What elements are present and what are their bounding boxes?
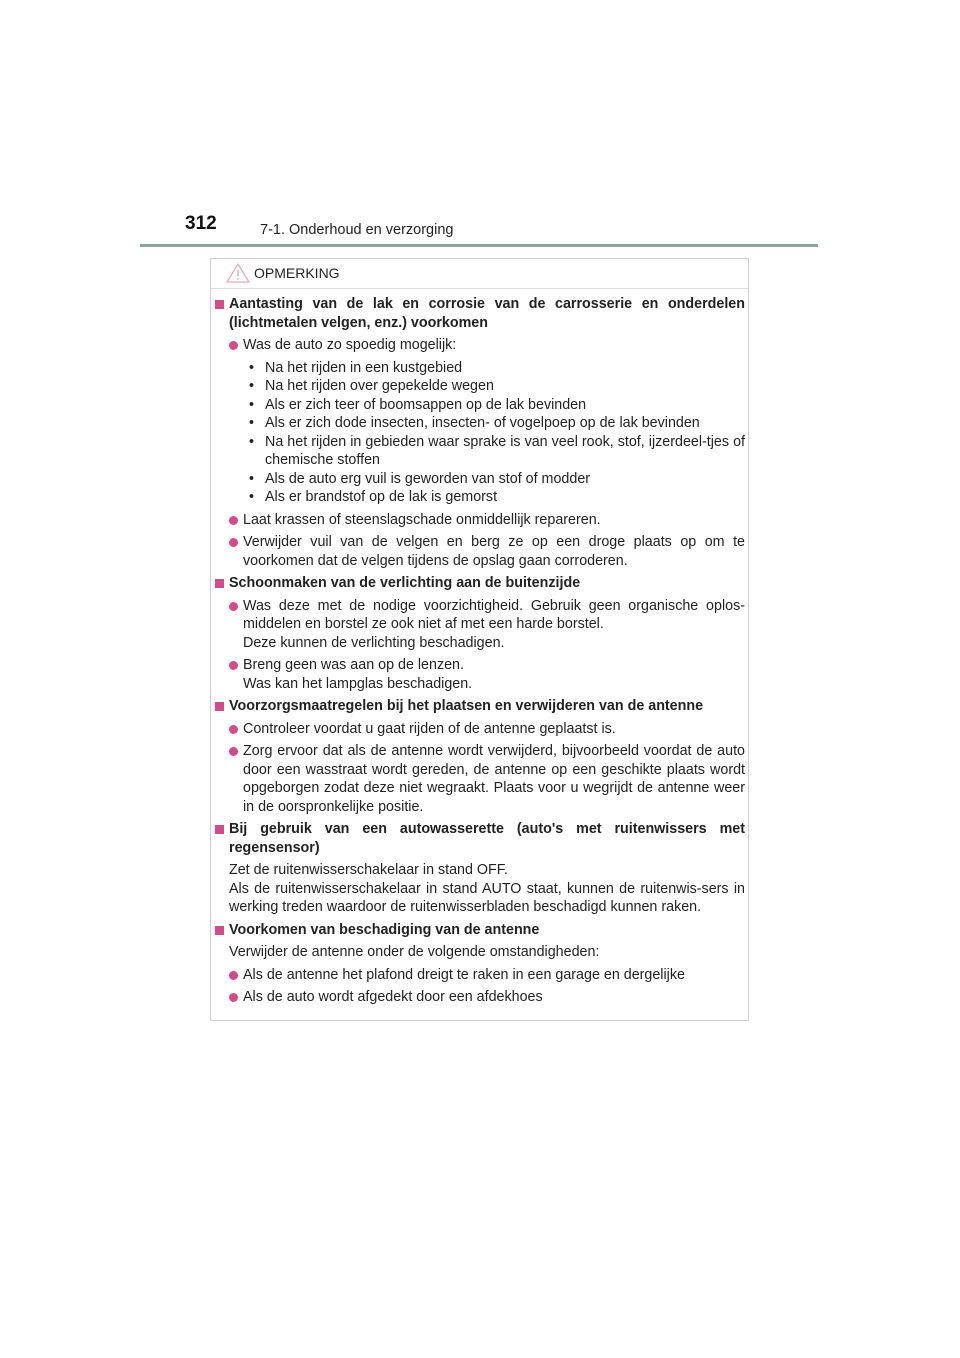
round-bullet-icon bbox=[229, 747, 238, 756]
round-bullet-icon bbox=[229, 538, 238, 547]
bullet-item: Als de auto wordt afgedekt door een afdekhoes bbox=[215, 988, 745, 1007]
header-rule bbox=[140, 244, 818, 247]
notice-header bbox=[211, 259, 748, 289]
section-heading: Bij gebruik van een autowasserette (auto's met ruitenwissers met regensensor) bbox=[215, 820, 745, 857]
round-bullet-icon bbox=[229, 516, 238, 525]
paragraph: Zet de ruitenwisserschakelaar in stand OFF. bbox=[229, 862, 508, 878]
round-bullet-icon bbox=[229, 341, 238, 350]
bullet-item: Als de antenne het plafond dreigt te raken in een garage en dergelijke bbox=[215, 966, 745, 985]
sub-item: • Na het rijden in gebieden waar sprake is van veel rook, stof, ijzerdeel-tjes of chemische stoffen bbox=[249, 433, 745, 468]
sub-item: • Als er zich teer of boomsappen op de lak bevinden bbox=[249, 396, 587, 413]
sub-item: • Als er brandstof op de lak is gemorst bbox=[249, 489, 498, 505]
section-heading: Voorkomen van beschadiging van de antenne bbox=[215, 921, 745, 940]
bullet-item: Zorg ervoor dat als de antenne wordt verwijderd, bijvoorbeeld voordat de auto door een wasstraat wordt gereden, de antenne op een geschikte plaats wordt opgeborgen zodat deze niet wegraakt. Plaats voor u wegrijdt de antenne weer in de oorspronkelijke positie. bbox=[215, 742, 745, 816]
square-bullet-icon bbox=[215, 702, 224, 711]
sub-item: • Na het rijden in een kustgebied bbox=[249, 359, 463, 376]
section-heading: Schoonmaken van de verlichting aan de buitenzijde bbox=[215, 574, 745, 593]
paragraph: Als de ruitenwisserschakelaar in stand AUTO staat, kunnen de ruitenwis-sers in werking treden waardoor de ruitenwisserbladen beschadigd kunnen raken. bbox=[229, 880, 745, 915]
notice-box bbox=[210, 258, 749, 1021]
bullet-item: Was deze met de nodige voorzichtigheid. Gebruik geen organische oplos-middelen en borstel ze ook niet af met een harde borstel. Deze kunnen de verlichting beschadigen. bbox=[215, 597, 745, 653]
notice-body bbox=[215, 295, 745, 1011]
sub-item: • Na het rijden over gepekelde wegen bbox=[249, 378, 494, 394]
sub-item: • Als er zich dode insecten, insecten- of vogelpoep op de lak bevinden bbox=[249, 415, 700, 431]
round-bullet-icon bbox=[229, 993, 238, 1002]
page-number: 312 bbox=[185, 213, 217, 234]
bullet-item: Laat krassen of steenslagschade onmiddellijk repareren. bbox=[215, 511, 745, 530]
bullet-item: Was de auto zo spoedig mogelijk: bbox=[215, 336, 745, 355]
bullet-item: Breng geen was aan op de lenzen. Was kan het lampglas beschadigen. bbox=[215, 656, 745, 693]
round-bullet-icon bbox=[229, 725, 238, 734]
paragraph: Verwijder de antenne onder de volgende omstandigheden: bbox=[229, 944, 600, 960]
bullet-item: Verwijder vuil van de velgen en berg ze op een droge plaats op om te voorkomen dat de velgen tijdens de opslag gaan corroderen. bbox=[215, 533, 745, 570]
square-bullet-icon bbox=[215, 926, 224, 935]
round-bullet-icon bbox=[229, 661, 238, 670]
sub-item: • Als de auto erg vuil is geworden van stof of modder bbox=[249, 470, 591, 487]
section-heading: Voorzorgsmaatregelen bij het plaatsen en verwijderen van de antenne bbox=[215, 697, 745, 716]
sub-list bbox=[215, 359, 745, 507]
section-heading: Aantasting van de lak en corrosie van de carrosserie en onderdelen (lichtmetalen velgen, enz.) voorkomen bbox=[215, 295, 745, 332]
square-bullet-icon bbox=[215, 825, 224, 834]
warning-triangle-icon bbox=[225, 262, 251, 284]
notice-label: OPMERKING bbox=[254, 265, 340, 281]
round-bullet-icon bbox=[229, 971, 238, 980]
bullet-item: Controleer voordat u gaat rijden of de antenne geplaatst is. bbox=[215, 720, 745, 739]
square-bullet-icon bbox=[215, 300, 224, 309]
section-title: 7-1. Onderhoud en verzorging bbox=[260, 222, 454, 238]
square-bullet-icon bbox=[215, 579, 224, 588]
round-bullet-icon bbox=[229, 602, 238, 611]
